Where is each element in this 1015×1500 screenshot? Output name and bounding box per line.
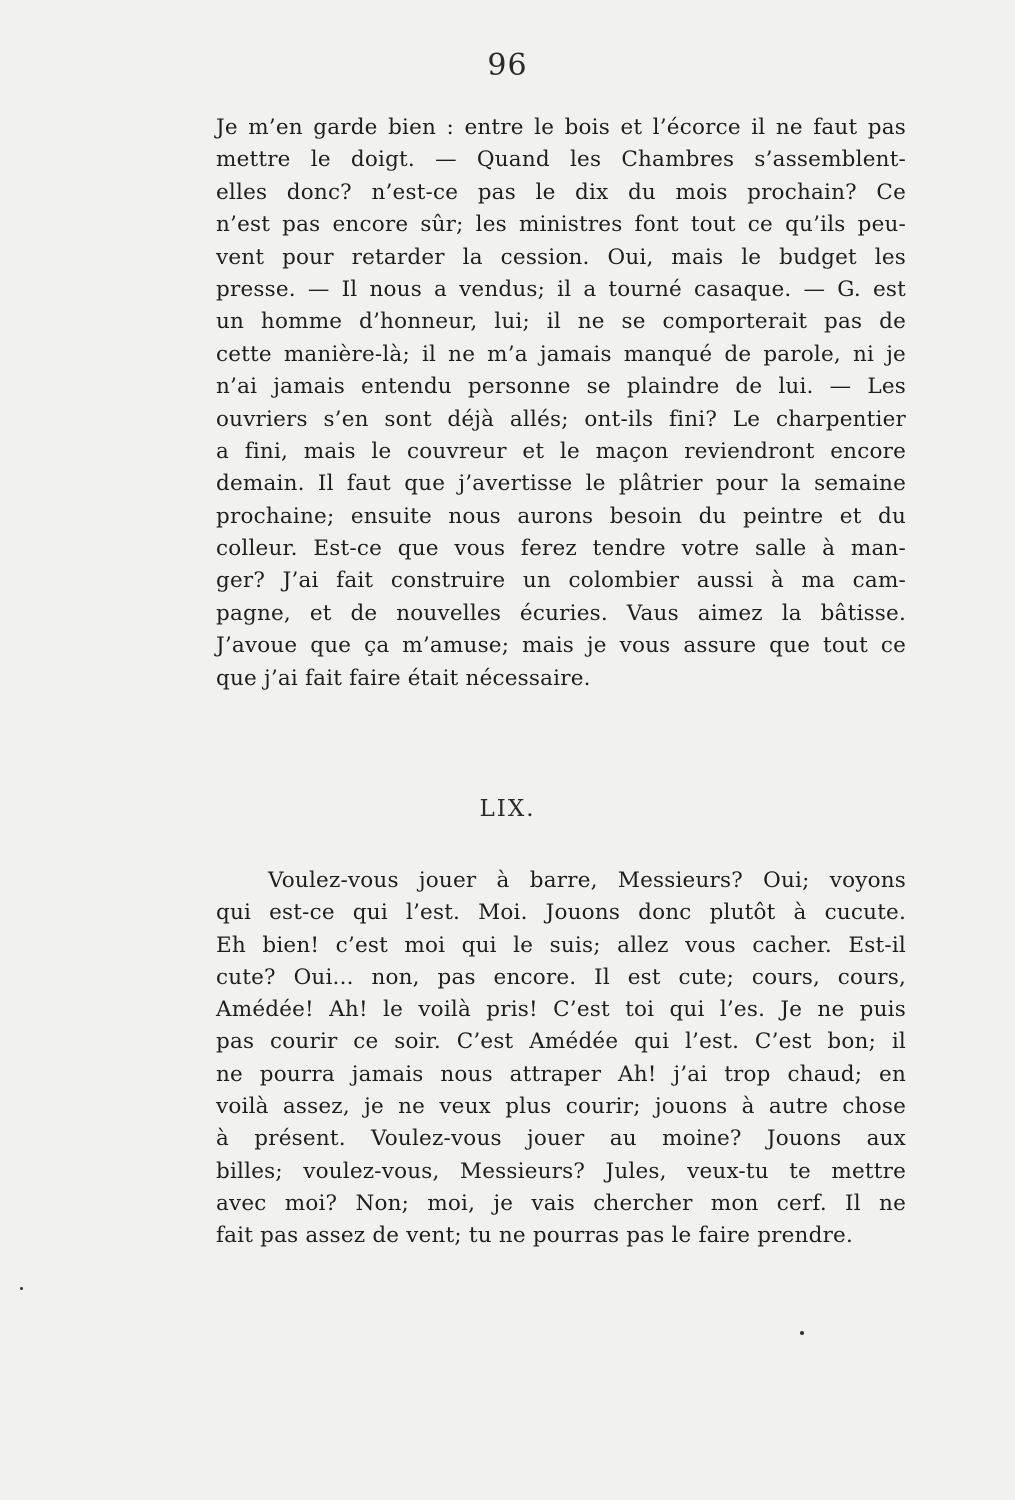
text-line: cette manière-là; il ne m’a jamais manqué de parole, ni je <box>216 341 906 367</box>
text-line: à présent. Voulez-vous jouer au moine? Jouons aux <box>216 1126 906 1152</box>
text-line: ouvriers s’en sont déjà allés; ont-ils fini? Le charpentier <box>216 406 906 432</box>
text-line: que j’ai fait faire était nécessaire. <box>216 665 591 691</box>
text-line: n’ai jamais entendu personne se plaindre de lui. — Les <box>216 374 906 400</box>
text-line: Amédée! Ah! le voilà pris! C’est toi qui l’es. Je ne puis <box>216 997 906 1023</box>
text-line: pas courir ce soir. C’est Amédée qui l’est. C’est bon; il <box>216 1029 906 1055</box>
text-line: Eh bien! c’est moi qui le suis; allez vous cacher. Est-il <box>216 932 906 958</box>
text-line: Voulez-vous jouer à barre, Messieurs? Oui; voyons <box>268 868 906 893</box>
text-line: prochaine; ensuite nous aurons besoin du peintre et du <box>216 503 906 529</box>
text-line: Je m’en garde bien : entre le bois et l’écorce il ne faut pas <box>216 115 906 140</box>
text-line: un homme d’honneur, lui; il ne se comporterait pas de <box>216 309 906 335</box>
paragraph-dialogue-2 <box>216 865 906 1253</box>
ink-speck <box>20 1287 23 1290</box>
text-line: ger? J’ai fait construire un colombier aussi à ma cam- <box>216 568 906 594</box>
text-line: fait pas assez de vent; tu ne pourras pas le faire prendre. <box>216 1223 854 1249</box>
text-line: avec moi? Non; moi, je vais chercher mon cerf. Il ne <box>216 1190 906 1216</box>
text-line: mettre le doigt. — Quand les Chambres s’assemblent- <box>216 147 906 173</box>
paragraph-dialogue-1 <box>216 112 906 695</box>
text-line: n’est pas encore sûr; les ministres font tout ce qu’ils peu- <box>216 212 906 238</box>
text-line: J’avoue que ça m’amuse; mais je vous assure que tout ce <box>216 633 906 659</box>
section-heading: LIX. <box>479 796 536 822</box>
text-line: voilà assez, je ne veux plus courir; jouons à autre chose <box>216 1094 906 1120</box>
text-line: ne pourra jamais nous attraper Ah! j’ai trop chaud; en <box>216 1061 906 1087</box>
text-line: qui est-ce qui l’est. Moi. Jouons donc plutôt à cucute. <box>216 900 906 926</box>
text-line: presse. — Il nous a vendus; il a tourné casaque. — G. est <box>216 276 906 302</box>
text-line: a fini, mais le couvreur et le maçon reviendront encore <box>216 438 906 464</box>
text-line: billes; voulez-vous, Messieurs? Jules, veux-tu te mettre <box>216 1158 906 1184</box>
text-line: cute? Oui... non, pas encore. Il est cute; cours, cours, <box>216 964 906 990</box>
page-number: 96 <box>487 48 528 83</box>
text-line: elles donc? n’est-ce pas le dix du mois prochain? Ce <box>216 179 906 205</box>
text-line: pagne, et de nouvelles écuries. Vaus aimez la bâtisse. <box>216 600 906 626</box>
text-line: vent pour retarder la cession. Oui, mais le budget les <box>216 244 906 270</box>
text-line: demain. Il faut que j’avertisse le plâtrier pour la semaine <box>216 471 906 497</box>
ink-speck <box>800 1331 804 1335</box>
text-line: colleur. Est-ce que vous ferez tendre votre salle à man- <box>216 536 906 562</box>
